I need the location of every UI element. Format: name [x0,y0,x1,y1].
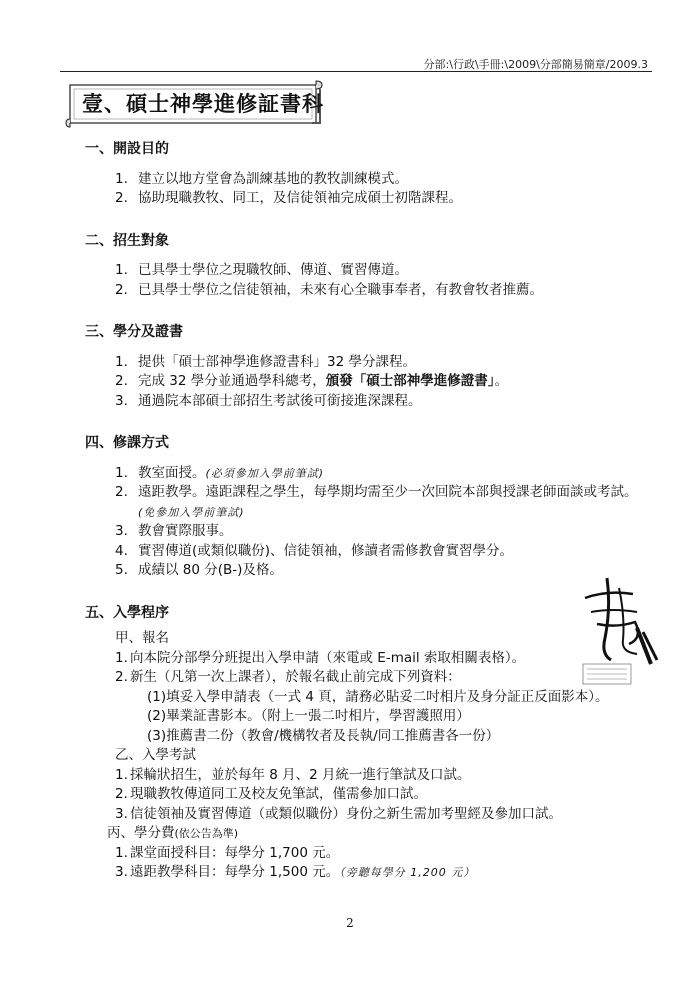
item-number: 3. [115,392,128,409]
item-text: 遠距教學科目：每學分 1,500 元。 [130,864,340,880]
section-heading: 二、招生對象 [85,232,169,249]
section-credits [85,323,645,411]
sub-item: (3)推薦書二份（教會/機構牧者及長執/同工推薦書各一份） [147,727,500,744]
item-text: 已具學士學位之現職牧師、傳道、實習傳道。 [138,262,408,278]
item-number: 2. [115,786,128,802]
list-item [85,372,645,392]
section-purpose [85,140,645,209]
item-text: 實習傳道(或類似職份)、信徒領袖，修讀者需修教會實習學分。 [138,542,514,559]
item-number: 1. [115,766,128,783]
item-number: 3. [115,864,128,880]
item-text: 完成 32 學分並通過學科總考， [138,373,326,389]
list-item [85,353,645,373]
page-title: 壹、碩士神學進修証書科 [82,92,324,116]
item-number: 1. [115,170,128,187]
section-heading: 一、開設目的 [85,141,169,157]
section-heading: 三、學分及證書 [85,324,183,340]
fees-label-note: (依公告為準) [174,827,239,840]
item-text: 採輪狀招生，並於每年 8 月、2 月統一進行筆試及口試。 [130,766,471,783]
item-text: 遠距教學。遠距課程之學生，每學期均需至少一次回院本部與授課老師面談或考試。 [138,484,638,500]
item-number: 2. [115,484,128,500]
item-number: 5. [115,562,128,578]
list-item [85,483,645,522]
list-item [85,392,645,412]
header-file-path: 分部:\行政\手冊:\2009\分部簡易簡章/2009.3 [423,58,648,71]
subsection-label-fees [85,824,645,844]
item-number: 1. [115,464,128,481]
item-number: 2. [115,281,128,298]
item-note: （旁聽每學分 1,200 元） [339,866,476,879]
list-item [85,261,645,281]
item-text: 通過院本部碩士部招生考試後可銜接進深課程。 [138,392,422,409]
fees-label: 丙、學分費 [107,825,175,841]
subsection-label-exam: 乙、入學考試 [115,747,196,763]
item-text: 成績以 80 分(B-)及格。 [138,562,283,578]
page-number: 2 [346,916,354,930]
sub-item: (2)畢業証書影本。（附上一張二吋相片，學習護照用） [147,708,470,724]
list-item [85,805,645,825]
subsection-label-registration: 甲、報名 [115,630,169,646]
item-text: 新生（凡第一次上課者），於報名截止前完成下列資料： [130,669,461,685]
list-item [85,649,645,669]
item-number: 3. [115,523,128,539]
item-number: 1. [115,262,128,278]
list-item [85,844,645,864]
item-text: 現職教牧傳道同工及校友免筆試，僅需參加口試。 [130,786,427,802]
section-eligibility [85,232,645,301]
list-item [85,542,645,562]
list-item [85,281,645,301]
item-number: 1. [115,353,128,370]
title-scroll-banner [64,79,326,125]
header-rule [60,71,652,72]
list-item [85,863,645,883]
item-text: 教室面授。 [138,464,206,481]
item-number: 1. [115,649,128,666]
item-text: 已具學士學位之信徒領袖，未來有心全職事奉者，有教會牧者推薦。 [138,281,543,298]
section-study-mode [85,434,645,581]
item-number: 3. [115,805,128,822]
list-item [85,170,645,190]
item-text: 課堂面授科目：每學分 1,700 元。 [130,844,340,861]
item-text: 協助現職教牧、同工，及信徒領袖完成碩士初階課程。 [138,190,462,206]
section-admission [85,604,645,883]
section-heading: 五、入學程序 [85,604,169,621]
item-number: 4. [115,542,128,559]
list-item [85,189,645,209]
section-heading: 四、修課方式 [85,435,169,451]
list-item [85,766,645,786]
list-item [85,522,645,542]
item-note: (必須參加入學前筆試) [205,466,325,480]
calligraphy-seal-icon [577,568,659,688]
sub-item: (1)填妥入學申請表（一式 4 頁，請務必貼妥二吋相片及身分証正反面影本）。 [147,688,609,705]
calligraphy-seal-image [577,568,659,688]
certificate-emphasis: 頒發「碩士部神學進修證書」 [325,373,495,389]
list-item [85,464,645,484]
item-text: 向本院分部學分班提出入學申請（來電或 E-mail 索取相關表格）。 [130,649,526,666]
item-number: 2. [115,373,128,389]
item-text: 提供「碩士部神學進修證書科」32 學分課程。 [138,353,416,370]
item-number: 2. [115,669,128,685]
item-text: 建立以地方堂會為訓練基地的教牧訓練模式。 [138,170,408,187]
list-item [85,785,645,805]
document-body [85,140,645,883]
item-text: 教會實際服事。 [138,523,233,539]
item-note: (免參加入學前筆試) [138,505,245,519]
list-item [85,668,645,688]
item-number: 1. [115,844,128,861]
item-text: 信徒領袖及實習傳道（或類似職份）身份之新生需加考聖經及參加口試。 [130,805,562,822]
list-item [85,561,645,581]
item-number: 2. [115,190,128,206]
item-text-tail: 。 [494,373,509,389]
